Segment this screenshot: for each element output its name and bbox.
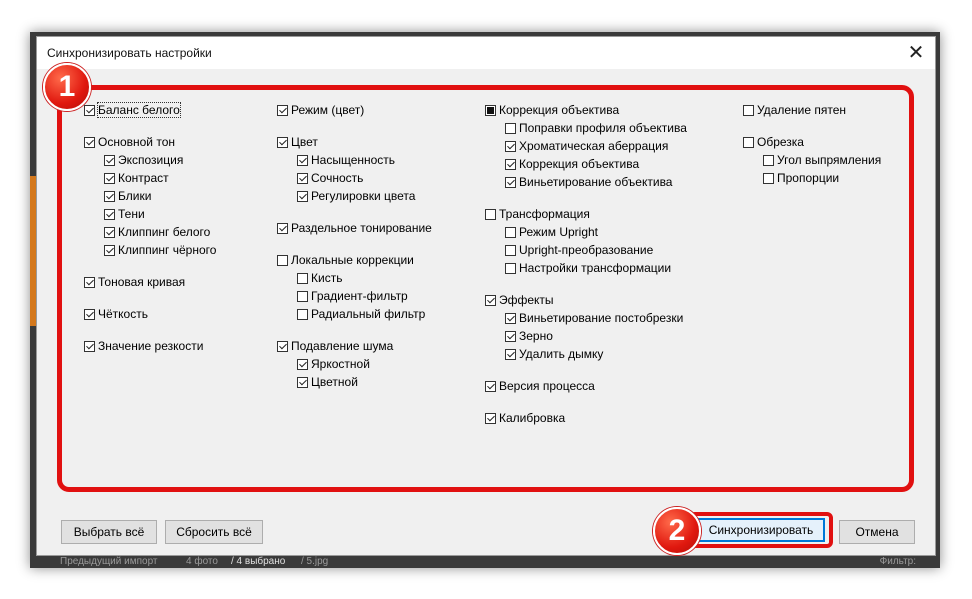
setting-label: Эффекты: [499, 293, 554, 307]
sub-setting-item[interactable]: [297, 170, 363, 186]
sync-settings-dialog: [36, 36, 936, 556]
synchronize-button[interactable]: Синхронизировать: [697, 518, 825, 542]
setting-label: Значение резкости: [98, 339, 204, 353]
dialog-titlebar: [37, 37, 935, 69]
setting-group-item[interactable]: [84, 274, 185, 290]
setting-label: Удалить дымку: [519, 347, 604, 361]
checkbox[interactable]: [104, 227, 115, 238]
checkbox[interactable]: [277, 255, 288, 266]
setting-label: Зерно: [519, 329, 553, 343]
close-icon[interactable]: ✕: [907, 42, 925, 64]
sub-setting-item[interactable]: [505, 328, 553, 344]
setting-label: Калибровка: [499, 411, 566, 425]
setting-group-item[interactable]: [277, 134, 318, 150]
setting-label: Подавление шума: [291, 339, 394, 353]
checkbox[interactable]: [763, 155, 774, 166]
checkbox[interactable]: [505, 141, 516, 152]
status-photo-count: 4 фото: [186, 556, 218, 567]
sub-setting-item[interactable]: [104, 188, 151, 204]
setting-label: Чёткость: [98, 307, 148, 321]
checkbox[interactable]: [297, 359, 308, 370]
sub-setting-item[interactable]: [505, 346, 603, 362]
select-all-button[interactable]: Выбрать всё: [61, 520, 157, 544]
setting-label: Кисть: [311, 271, 343, 285]
sync-button-highlight: [689, 512, 833, 548]
sub-setting-item[interactable]: [297, 188, 415, 204]
sub-setting-item[interactable]: [297, 288, 408, 304]
checkbox[interactable]: [743, 105, 754, 116]
checkbox[interactable]: [297, 155, 308, 166]
checkbox[interactable]: [84, 105, 95, 116]
checkbox[interactable]: [297, 191, 308, 202]
setting-label: Виньетирование постобрезки: [519, 311, 684, 325]
sub-setting-item[interactable]: [505, 156, 639, 172]
sub-setting-item[interactable]: [505, 174, 672, 190]
setting-label: Яркостной: [311, 357, 370, 371]
checkbox[interactable]: [84, 277, 95, 288]
status-selected-count: / 4 выбрано: [231, 556, 286, 567]
setting-label: Версия процесса: [499, 379, 595, 393]
checkbox[interactable]: [485, 209, 496, 220]
sub-setting-item[interactable]: [104, 170, 169, 186]
settings-checklist-panel: [57, 85, 914, 492]
checkbox[interactable]: [743, 137, 754, 148]
checkbox[interactable]: [505, 263, 516, 274]
status-file-name: / 5.jpg: [301, 556, 329, 567]
setting-label: Блики: [118, 189, 152, 203]
setting-label: Тени: [118, 207, 145, 221]
checkbox[interactable]: [277, 341, 288, 352]
setting-label: Цветной: [311, 375, 358, 389]
status-filter-label: Фильтр:: [879, 556, 916, 567]
setting-label: Режим (цвет): [291, 103, 365, 117]
setting-label: Трансформация: [499, 207, 590, 221]
setting-label: Регулировки цвета: [311, 189, 416, 203]
setting-label: Основной тон: [98, 135, 176, 149]
checkbox[interactable]: [104, 191, 115, 202]
setting-label: Настройки трансформации: [519, 261, 672, 275]
checkbox[interactable]: [297, 173, 308, 184]
setting-label: Угол выпрямления: [777, 153, 882, 167]
checkbox[interactable]: [84, 309, 95, 320]
checkbox[interactable]: [505, 177, 516, 188]
setting-label: Сочность: [311, 171, 364, 185]
setting-group-item[interactable]: [277, 220, 432, 236]
setting-label: Обрезка: [757, 135, 804, 149]
sub-setting-item[interactable]: [505, 310, 683, 326]
sub-setting-item[interactable]: [104, 242, 216, 258]
checkbox[interactable]: [84, 137, 95, 148]
setting-label: Хроматическая аберрация: [519, 139, 669, 153]
setting-group-item[interactable]: [84, 134, 175, 150]
setting-group-item[interactable]: [84, 338, 203, 354]
step-badge-2: 2: [653, 507, 701, 555]
setting-group-item[interactable]: [743, 102, 846, 118]
sub-setting-item[interactable]: [297, 306, 425, 322]
setting-label: Экспозиция: [118, 153, 184, 167]
sub-setting-item[interactable]: [505, 260, 671, 276]
checkbox[interactable]: [104, 155, 115, 166]
setting-label: Коррекция объектива: [499, 103, 620, 117]
sub-setting-item[interactable]: [104, 152, 183, 168]
status-prev-import: Предыдущий импорт: [60, 556, 158, 567]
sub-setting-item[interactable]: [763, 170, 839, 186]
cancel-button[interactable]: Отмена: [839, 520, 915, 544]
setting-label: Коррекция объектива: [519, 157, 640, 171]
sub-setting-item[interactable]: [297, 356, 370, 372]
checkbox[interactable]: [277, 105, 288, 116]
setting-label: Удаление пятен: [757, 103, 847, 117]
setting-label: Клиппинг чёрного: [118, 243, 217, 257]
sub-setting-item[interactable]: [505, 242, 653, 258]
checkbox[interactable]: [505, 245, 516, 256]
setting-group-item[interactable]: [485, 378, 595, 394]
checkbox[interactable]: [485, 105, 496, 116]
dialog-title: Синхронизировать настройки: [47, 46, 212, 60]
checkbox[interactable]: [104, 173, 115, 184]
setting-label: Контраст: [118, 171, 169, 185]
checkbox[interactable]: [505, 227, 516, 238]
setting-label: Градиент-фильтр: [311, 289, 408, 303]
checkbox[interactable]: [277, 223, 288, 234]
checkbox[interactable]: [505, 349, 516, 360]
checkbox[interactable]: [485, 295, 496, 306]
setting-group-item[interactable]: [485, 292, 554, 308]
setting-label: Поправки профиля объектива: [519, 121, 687, 135]
setting-group-item[interactable]: [743, 134, 804, 150]
setting-group-item[interactable]: [84, 102, 180, 118]
sub-setting-item[interactable]: [505, 120, 687, 136]
checkbox[interactable]: [297, 377, 308, 388]
sub-setting-item[interactable]: [104, 206, 145, 222]
checkbox[interactable]: [505, 159, 516, 170]
setting-label: Баланс белого: [98, 103, 180, 117]
checkbox[interactable]: [485, 381, 496, 392]
reset-all-button[interactable]: Сбросить всё: [165, 520, 263, 544]
setting-group-item[interactable]: [485, 102, 619, 118]
sub-setting-item[interactable]: [505, 224, 598, 240]
setting-group-item[interactable]: [485, 206, 590, 222]
setting-label: Upright-преобразование: [519, 243, 654, 257]
checkbox[interactable]: [505, 123, 516, 134]
setting-label: Насыщенность: [311, 153, 396, 167]
checkbox[interactable]: [485, 413, 496, 424]
setting-label: Тоновая кривая: [98, 275, 186, 289]
checkbox[interactable]: [297, 309, 308, 320]
checkbox[interactable]: [297, 273, 308, 284]
checkbox[interactable]: [763, 173, 774, 184]
setting-label: Режим Upright: [519, 225, 599, 239]
setting-group-item[interactable]: [277, 252, 414, 268]
step-badge-1: 1: [43, 63, 91, 111]
setting-label: Цвет: [291, 135, 318, 149]
setting-label: Локальные коррекции: [291, 253, 414, 267]
sub-setting-item[interactable]: [104, 224, 210, 240]
background-status-bar: [36, 556, 936, 568]
setting-group-item[interactable]: [485, 410, 565, 426]
setting-group-item[interactable]: [277, 338, 393, 354]
setting-label: Клиппинг белого: [118, 225, 211, 239]
setting-group-item[interactable]: [84, 306, 148, 322]
setting-label: Радиальный фильтр: [311, 307, 426, 321]
sub-setting-item[interactable]: [505, 138, 668, 154]
checkbox[interactable]: [505, 313, 516, 324]
checkbox[interactable]: [297, 291, 308, 302]
setting-label: Виньетирование объектива: [519, 175, 673, 189]
setting-group-item[interactable]: [277, 102, 364, 118]
checkbox[interactable]: [84, 341, 95, 352]
checkbox[interactable]: [505, 331, 516, 342]
sub-setting-item[interactable]: [297, 152, 395, 168]
setting-label: Раздельное тонирование: [291, 221, 432, 235]
sub-setting-item[interactable]: [763, 152, 881, 168]
sub-setting-item[interactable]: [297, 374, 358, 390]
setting-label: Пропорции: [777, 171, 840, 185]
checkbox[interactable]: [104, 209, 115, 220]
checkbox[interactable]: [277, 137, 288, 148]
sub-setting-item[interactable]: [297, 270, 342, 286]
checkbox[interactable]: [104, 245, 115, 256]
